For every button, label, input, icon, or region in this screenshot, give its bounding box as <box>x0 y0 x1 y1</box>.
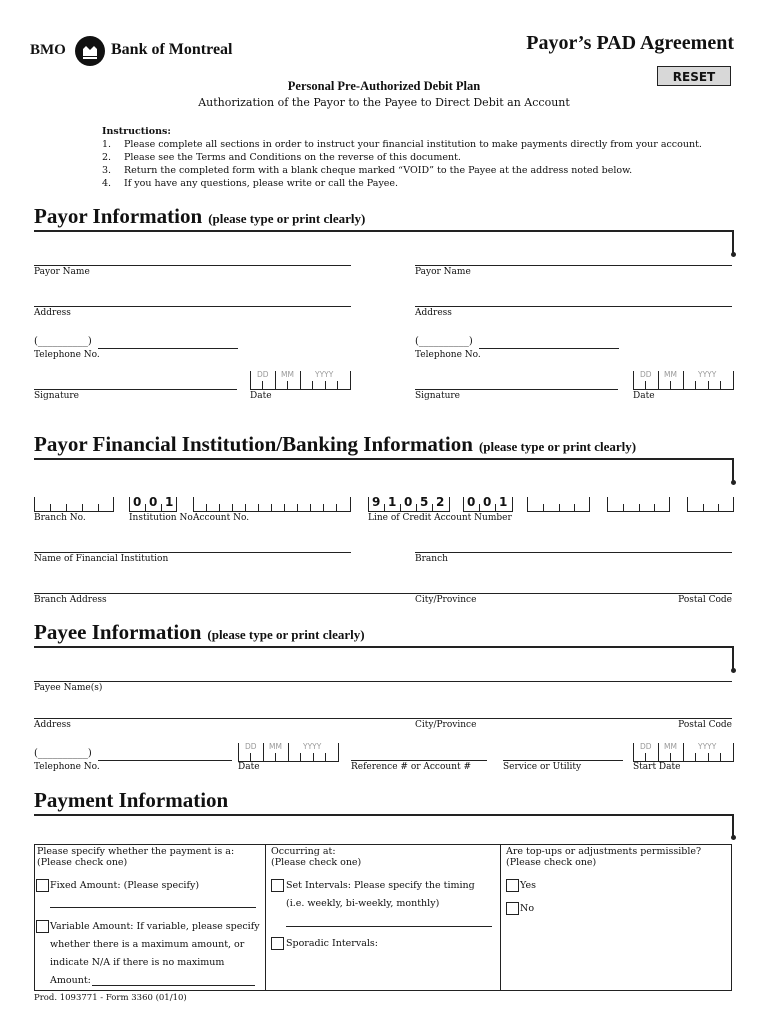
payor2-phone-label: Telephone No. <box>415 350 481 360</box>
section-rule <box>34 646 734 648</box>
payor-phone-field[interactable] <box>98 348 238 349</box>
loc-digit: 1 <box>499 495 508 509</box>
section-rule-dot <box>731 835 736 840</box>
bank-postal-code-label: Postal Code <box>678 595 732 605</box>
section-title-text: Payment Information <box>34 788 229 812</box>
variable-amount-checkbox[interactable] <box>36 920 49 933</box>
start-date-label: Start Date <box>633 762 681 772</box>
area-code-field[interactable]: (__________) <box>34 336 92 347</box>
bmo-wordmark: BMO <box>30 42 66 58</box>
section-rule-dot <box>731 480 736 485</box>
section-title-text: Payor Financial Institution/Banking Information <box>34 432 473 456</box>
bank-name: Bank of Montreal <box>111 41 233 58</box>
topups-no-checkbox[interactable] <box>506 902 519 915</box>
financial-institution-name-label: Name of Financial Institution <box>34 554 169 564</box>
section-rule-dot <box>731 252 736 257</box>
sporadic-intervals-checkbox[interactable] <box>271 937 284 950</box>
loc-digit: 1 <box>388 495 397 509</box>
payor-address-field[interactable] <box>34 306 351 307</box>
payment-table <box>34 844 732 991</box>
payee-address-field[interactable] <box>34 718 732 719</box>
topups-no-label: No <box>520 903 535 914</box>
branch-number-label: Branch No. <box>34 513 86 523</box>
variable-amount-field[interactable] <box>92 985 255 986</box>
instruction-item <box>102 165 632 176</box>
topups-yes-label: Yes <box>520 880 536 891</box>
variable-amount-text: whether there is a maximum amount, or <box>50 939 245 950</box>
payee-phone-label: Telephone No. <box>34 762 100 772</box>
payee-area-code-field[interactable]: (__________) <box>34 748 92 759</box>
fixed-amount-label: Fixed Amount: (Please specify) <box>50 880 200 891</box>
institution-digit: 0 <box>149 495 158 509</box>
plan-subtitle: Authorization of the Payor to the Payee to Direct Debit an Account <box>198 96 570 109</box>
start-date-field[interactable] <box>633 743 734 762</box>
section-title-text: Payee Information <box>34 620 202 644</box>
payor2-name-label: Payor Name <box>415 267 471 277</box>
fixed-amount-field[interactable] <box>50 907 256 908</box>
payee-address-label: Address <box>34 720 71 730</box>
payee-names-label: Payee Name(s) <box>34 683 103 693</box>
branch-field[interactable] <box>415 552 732 553</box>
bmo-logo <box>30 36 260 66</box>
instruction-text: Return the completed form with a blank cheque marked “VOID” to the Payee at the address noted below. <box>124 165 633 176</box>
institution-digit: 1 <box>165 495 174 509</box>
form-product-code: Prod. 1093771 - Form 3360 (01/10) <box>34 993 187 1003</box>
bmo-roundel-icon <box>75 36 105 66</box>
section-rule <box>34 230 734 232</box>
loc-institution-field[interactable] <box>463 497 513 512</box>
financial-institution-name-field[interactable] <box>34 552 351 553</box>
fixed-amount-checkbox[interactable] <box>36 879 49 892</box>
section-rule <box>34 458 734 460</box>
loc-digit: 0 <box>467 495 476 509</box>
variable-amount-text: Amount: <box>50 975 91 986</box>
date-hint-yyyy: YYYY <box>303 742 322 751</box>
occurring-subheading: (Please check one) <box>271 857 362 868</box>
instruction-number: 4. <box>102 178 112 189</box>
payor2-signature-field[interactable] <box>415 389 618 390</box>
banking-section-title <box>34 432 636 457</box>
set-intervals-hint: (i.e. weekly, bi-weekly, monthly) <box>286 898 440 909</box>
instructions-heading: Instructions: <box>102 126 171 137</box>
payor-phone-label: Telephone No. <box>34 350 100 360</box>
payor-date-label: Date <box>250 391 272 401</box>
date-hint-mm: MM <box>664 370 677 379</box>
payee-section-title <box>34 620 365 645</box>
reference-label: Reference # or Account # <box>351 762 472 772</box>
section-subtitle: (please type or print clearly) <box>478 439 637 454</box>
date-hint-mm: MM <box>269 742 282 751</box>
date-hint-dd: DD <box>640 742 652 751</box>
topups-heading: Are top-ups or adjustments permissible? <box>506 846 702 857</box>
bank-city-province-label: City/Province <box>415 595 477 605</box>
branch-number-field[interactable] <box>34 497 114 512</box>
topups-subheading: (Please check one) <box>506 857 597 868</box>
form-title: Payor’s PAD Agreement <box>526 32 734 54</box>
payee-phone-field[interactable] <box>98 760 232 761</box>
payor-signature-field[interactable] <box>34 389 237 390</box>
institution-number-label: Institution No. <box>129 513 196 523</box>
payor2-address-field[interactable] <box>415 306 732 307</box>
area-code-field[interactable]: (__________) <box>415 336 473 347</box>
date-hint-dd: DD <box>257 370 269 379</box>
payor2-phone-field[interactable] <box>479 348 619 349</box>
loc-digit: 0 <box>483 495 492 509</box>
payee-date-field[interactable] <box>238 743 339 762</box>
section-subtitle: (please type or print clearly) <box>208 211 366 226</box>
date-hint-yyyy: YYYY <box>698 370 717 379</box>
instruction-item <box>102 139 702 150</box>
instruction-number: 2. <box>102 152 112 163</box>
payor2-name-field[interactable] <box>415 265 732 266</box>
payee-postal-code-label: Postal Code <box>678 720 732 730</box>
set-intervals-field[interactable] <box>286 926 492 927</box>
account-number-field[interactable] <box>193 497 351 512</box>
payor-name-label: Payor Name <box>34 267 90 277</box>
section-subtitle: (please type or print clearly) <box>207 627 365 642</box>
payor2-signature-label: Signature <box>415 391 461 401</box>
loc-account-field-3[interactable] <box>687 497 734 512</box>
payor2-date-label: Date <box>633 391 655 401</box>
section-title-text: Payor Information <box>34 204 203 228</box>
loc-digit: 9 <box>372 495 381 509</box>
payment-col-divider <box>500 844 501 991</box>
date-hint-yyyy: YYYY <box>315 370 334 379</box>
account-number-label: Account No. <box>193 513 250 523</box>
payee-city-province-label: City/Province <box>415 720 477 730</box>
variable-amount-text: indicate N/A if there is no maximum <box>50 957 225 968</box>
payment-col-divider <box>265 844 266 991</box>
payment-type-heading: Please specify whether the payment is a: <box>37 846 235 857</box>
payor2-date-field[interactable] <box>633 371 734 390</box>
loc-digit: 0 <box>404 495 413 509</box>
sporadic-intervals-label: Sporadic Intervals: <box>286 938 378 949</box>
instruction-text: Please complete all sections in order to instruct your financial institution to make payments directly from your account. <box>124 139 702 150</box>
reference-field[interactable] <box>351 760 487 761</box>
institution-number-field[interactable] <box>129 497 177 512</box>
instruction-number: 3. <box>102 165 112 176</box>
loc-account-field-1[interactable] <box>527 497 590 512</box>
loc-account-field-2[interactable] <box>607 497 670 512</box>
variable-amount-label: Variable Amount: If variable, please specify <box>50 921 260 932</box>
branch-address-field[interactable] <box>34 593 732 594</box>
payor-section-title <box>34 204 365 229</box>
section-rule-tick <box>732 230 734 254</box>
reset-button[interactable]: RESET <box>657 66 731 86</box>
plan-title: Personal Pre-Authorized Debit Plan <box>287 79 481 93</box>
set-intervals-label: Set Intervals: Please specify the timing <box>286 880 475 891</box>
section-rule-tick <box>732 458 734 482</box>
loc-digit: 2 <box>436 495 445 509</box>
institution-digit: 0 <box>133 495 142 509</box>
payment-section-title <box>34 788 228 813</box>
instruction-item <box>102 178 398 189</box>
date-hint-yyyy: YYYY <box>698 742 717 751</box>
payor-name-field[interactable] <box>34 265 351 266</box>
section-rule <box>34 814 734 816</box>
instruction-number: 1. <box>102 139 112 150</box>
loc-digit: 5 <box>420 495 429 509</box>
branch-label: Branch <box>415 554 448 564</box>
loc-transit-field[interactable] <box>368 497 450 512</box>
topups-yes-checkbox[interactable] <box>506 879 519 892</box>
date-hint-dd: DD <box>245 742 257 751</box>
loc-account-label: Line of Credit Account Number <box>368 513 512 523</box>
set-intervals-checkbox[interactable] <box>271 879 284 892</box>
service-label: Service or Utility <box>503 762 582 772</box>
payee-names-field[interactable] <box>34 681 732 682</box>
date-hint-dd: DD <box>640 370 652 379</box>
instruction-text: Please see the Terms and Conditions on the reverse of this document. <box>124 152 461 163</box>
payor-address-label: Address <box>34 308 71 318</box>
occurring-heading: Occurring at: <box>271 846 336 857</box>
payor2-address-label: Address <box>415 308 452 318</box>
date-hint-mm: MM <box>664 742 677 751</box>
payee-date-label: Date <box>238 762 260 772</box>
section-rule-dot <box>731 668 736 673</box>
payor-date-field[interactable] <box>250 371 351 390</box>
section-rule-tick <box>732 646 734 670</box>
instruction-text: If you have any questions, please write or call the Payee. <box>124 178 399 189</box>
date-hint-mm: MM <box>281 370 294 379</box>
payor-signature-label: Signature <box>34 391 80 401</box>
instruction-item <box>102 152 461 163</box>
service-field[interactable] <box>503 760 623 761</box>
branch-address-label: Branch Address <box>34 595 107 605</box>
payment-type-subheading: (Please check one) <box>37 857 128 868</box>
